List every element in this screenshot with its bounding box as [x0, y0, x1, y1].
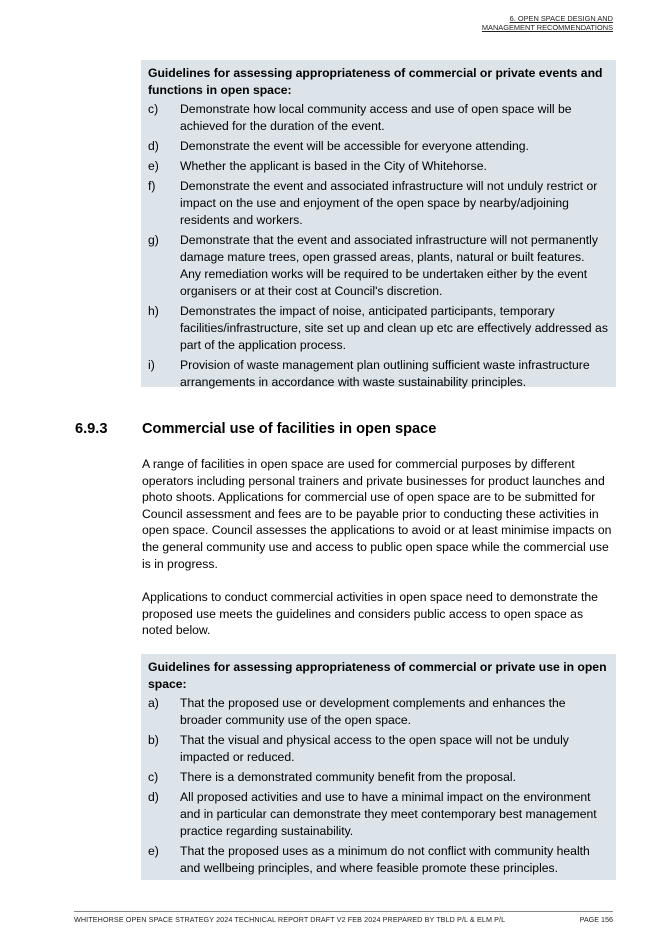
- section-heading: [75, 419, 436, 439]
- section-number: 6.9.3: [75, 421, 108, 437]
- guideline-text: Demonstrates the impact of noise, anticipated participants, temporary facilities/infrastructure, site set up and clean up etc are effectively addressed as part of the application process.: [180, 304, 608, 352]
- guideline-text: That the proposed use or development complements and enhances the broader community use of the open space.: [180, 696, 566, 727]
- guideline-item: [148, 303, 608, 354]
- guideline-item: [148, 178, 608, 229]
- guideline-text: That the visual and physical access to the open space will not be unduly impacted or reduced.: [180, 733, 569, 764]
- guideline-text: Demonstrate the event will be accessible for everyone attending.: [180, 139, 529, 153]
- guideline-letter: a): [148, 696, 159, 710]
- guidelines-events-title: Guidelines for assessing appropriateness of commercial or private events and functions in open space:: [148, 66, 603, 97]
- guideline-letter: e): [148, 159, 159, 173]
- guideline-text: Demonstrate the event and associated infrastructure will not unduly restrict or impact on the use and enjoyment of the open space by nearby/adjoining residents and workers.: [180, 179, 598, 227]
- section-title: Commercial use of facilities in open space: [142, 421, 437, 437]
- guidelines-use-title: Guidelines for assessing appropriateness of commercial or private use in open space:: [148, 660, 607, 691]
- guideline-letter: d): [148, 139, 159, 153]
- guidelines-use-box: [141, 654, 616, 880]
- guideline-text: Demonstrate how local community access and use of open space will be achieved for the duration of the event.: [180, 102, 572, 133]
- guideline-letter: d): [148, 790, 159, 804]
- guideline-item: [148, 732, 608, 766]
- guideline-letter: e): [148, 844, 159, 858]
- guideline-item: [148, 789, 608, 840]
- guideline-item: [148, 101, 608, 135]
- guideline-text: Provision of waste management plan outlining sufficient waste infrastructure arrangements in accordance with waste sustainability principles.: [180, 358, 590, 389]
- guideline-item: [148, 695, 608, 729]
- guideline-item: [148, 138, 608, 155]
- guideline-item: [148, 158, 608, 175]
- running-header: [482, 15, 613, 32]
- guideline-item: [148, 357, 608, 391]
- footer-divider: [74, 911, 613, 912]
- page-number: PAGE 156: [579, 915, 613, 924]
- guideline-item: [148, 232, 608, 300]
- header-line-2: MANAGEMENT RECOMMENDATIONS: [481, 22, 613, 32]
- guideline-text: That the proposed uses as a minimum do not conflict with community health and wellbeing principles, and where feasible promote these principles.: [180, 844, 590, 875]
- guideline-letter: c): [148, 770, 159, 784]
- guideline-text: Demonstrate that the event and associated infrastructure will not permanently damage mature trees, open grassed areas, plants, natural or built features. Any remediation works will be required to be undertaken either by the event organisers or at their cost at Council's discretion.: [180, 233, 598, 298]
- guideline-text: Whether the applicant is based in the City of Whitehorse.: [180, 159, 487, 173]
- guideline-letter: b): [148, 733, 159, 747]
- guideline-letter: f): [148, 179, 156, 193]
- header-line-1: 6. OPEN SPACE DESIGN AND: [509, 14, 613, 23]
- guideline-letter: h): [148, 304, 159, 318]
- guideline-letter: i): [148, 358, 155, 372]
- guidelines-events-box: [141, 60, 616, 387]
- guideline-text: There is a demonstrated community benefit from the proposal.: [180, 770, 516, 784]
- body-paragraph-1: A range of facilities in open space are used for commercial purposes by different operators including personal trainers and private businesses for product launches and photo shoots. Applications for commercial use of open space are to be submitted for Council assessment and fees are to be payable prior to conducting these activities in open space. Council assesses the applications to avoid or at least minimise impacts on the general community use and access to public open space while the commercial use is in progress.: [142, 457, 612, 571]
- guideline-item: [148, 843, 608, 877]
- guideline-letter: g): [148, 233, 159, 247]
- guideline-text: All proposed activities and use to have a minimal impact on the environment and in particular can demonstrate they meet contemporary best management practice regarding sustainability.: [180, 790, 597, 838]
- footer-text: WHITEHORSE OPEN SPACE STRATEGY 2024 TECHNICAL REPORT DRAFT V2 FEB 2024 PREPARED BY TBLD P/L & ELM P/L: [74, 915, 506, 924]
- guideline-item: [148, 769, 608, 786]
- body-paragraph-2: Applications to conduct commercial activities in open space need to demonstrate the proposed use meets the guidelines and considers public access to open space as noted below.: [142, 590, 598, 638]
- guideline-letter: c): [148, 102, 159, 116]
